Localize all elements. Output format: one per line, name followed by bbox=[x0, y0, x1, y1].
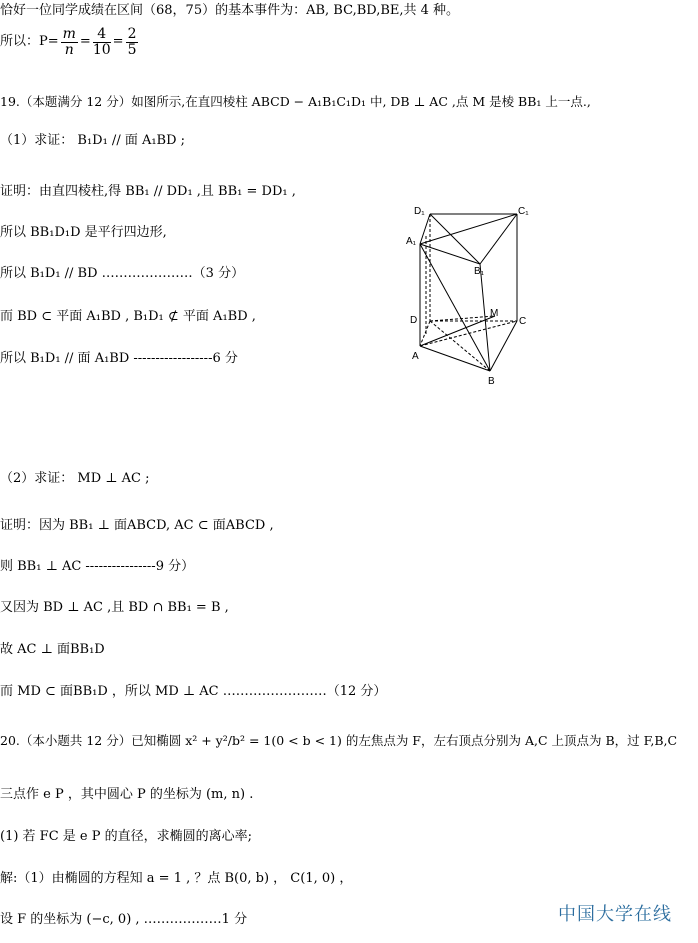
vertex-label-d1: D₁ bbox=[414, 206, 425, 217]
proof2-line-1: 证明：因为 BB₁ ⊥ 面ABCD, AC ⊂ 面ABCD , bbox=[0, 518, 274, 533]
vertex-label-a1: A₁ bbox=[406, 236, 417, 247]
equals-sign-1: = bbox=[79, 34, 91, 49]
proof2-line-5: 而 MD ⊂ 面BB₁D ，所以 MD ⊥ AC ……………………（12 分） bbox=[0, 684, 387, 699]
fraction-4-over-10: $\frac{4}{10}$ bbox=[92, 25, 111, 58]
proof-line-3: 所以 B₁D₁ // BD …………………（3 分） bbox=[0, 266, 245, 281]
vertex-label-c: C bbox=[519, 316, 527, 327]
vertex-label-a: A bbox=[412, 351, 419, 362]
proof2-line-4: 故 AC ⊥ 面BB₁D bbox=[0, 642, 105, 657]
fraction-m-over-n: $\frac{m}{n}$ bbox=[62, 25, 76, 58]
vertex-label-m: M bbox=[490, 308, 499, 319]
question-20-line-2: 三点作 e P ，其中圆心 P 的坐标为 (m, n) . bbox=[0, 787, 254, 802]
solution-line-1: 解:（1）由椭圆的方程知 a = 1 , ？点 B(0, b) ， C(1, 0) ， bbox=[0, 871, 353, 886]
question-20-heading: 20.（本小题共 12 分）已知椭圆 x² + y²/b² = 1(0 < b < 1) 的左焦点为 F，左右顶点分别为 A,C 上顶点为 B，过 F,B,C bbox=[0, 733, 678, 748]
probability-result bbox=[0, 22, 140, 62]
proof2-line-3: 又因为 BD ⊥ AC ,且 BD ∩ BB₁ = B , bbox=[0, 600, 229, 615]
question-20-part-1: (1) 若 FC 是 e P 的直径，求椭圆的离心率; bbox=[0, 829, 252, 844]
vertex-label-b: B bbox=[488, 376, 495, 387]
prism-diagram bbox=[400, 196, 540, 396]
proof-line-2: 所以 BB₁D₁D 是平行四边形, bbox=[0, 225, 167, 240]
equals-sign-2: = bbox=[112, 34, 124, 49]
proof2-line-2: 则 BB₁ ⊥ AC ----------------9 分） bbox=[0, 559, 195, 574]
site-watermark: 中国大学在线 bbox=[558, 904, 672, 925]
prism-figure bbox=[400, 196, 540, 396]
fraction-2-over-5: $\frac{2}{5}$ bbox=[127, 25, 137, 58]
question-19-part-1: （1）求证： B₁D₁ // 面 A₁BD ; bbox=[0, 133, 186, 148]
prob-prefix: 所以：P= bbox=[0, 34, 59, 49]
vertex-label-b1: B₁ bbox=[474, 266, 485, 277]
solution-line-2: 设 F 的坐标为 (−c, 0) , ………………1 分 bbox=[0, 912, 248, 927]
proof-line-4: 而 BD ⊂ 平面 A₁BD , B₁D₁ ⊄ 平面 A₁BD , bbox=[0, 309, 256, 324]
question-19-heading: 19.（本题满分 12 分）如图所示,在直四棱柱 ABCD − A₁B₁C₁D₁ 中, DB ⊥ AC ,点 M 是棱 BB₁ 上一点., bbox=[0, 94, 591, 109]
text-line-1: 恰好一位同学成绩在区间（68，75）的基本事件为：AB, BC,BD,BE,共 4 种。 bbox=[0, 3, 460, 18]
question-19-part-2: （2）求证： MD ⊥ AC ; bbox=[0, 471, 150, 486]
proof-line-5: 所以 B₁D₁ // 面 A₁BD ------------------6 分 bbox=[0, 351, 238, 366]
vertex-label-d: D bbox=[410, 315, 418, 326]
vertex-label-c1: C₁ bbox=[518, 206, 529, 217]
proof-line-1: 证明：由直四棱柱,得 BB₁ // DD₁ ,且 BB₁ = DD₁ , bbox=[0, 184, 296, 199]
